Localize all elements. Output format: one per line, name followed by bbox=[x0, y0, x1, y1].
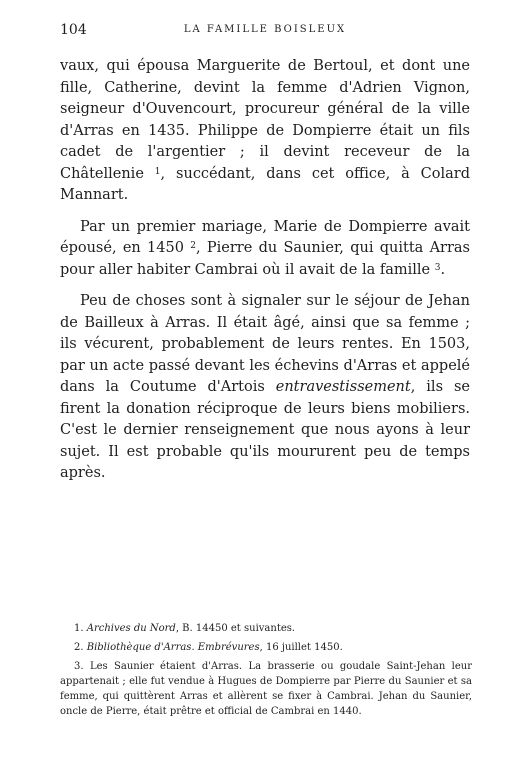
footnotes bbox=[60, 621, 472, 723]
paragraph-1 bbox=[60, 56, 470, 207]
footnote-1-rest: , B. 14450 et suivantes. bbox=[175, 623, 296, 634]
paragraph-1-text-a: vaux, qui épousa Marguerite de Bertoul, et dont une fille, Catherine, devint la femme d'Adrien Vignon, seigneur d'Ouvencourt, procureur général de la ville d'Arras en 1435. Philippe de Dompierre était un fils cadet de l'argentier ; il devint receveur de la Châtellenie bbox=[60, 58, 470, 182]
footnote-1-number: 1. bbox=[74, 623, 84, 634]
footnote-ref-2: 2 bbox=[190, 241, 196, 251]
footnote-3-number: 3. bbox=[74, 661, 84, 672]
footnote-2-number: 2. bbox=[74, 642, 84, 653]
paragraph-3-emphasis: entravestissement bbox=[275, 379, 411, 395]
paragraph-3 bbox=[60, 291, 470, 485]
paragraph-2 bbox=[60, 217, 470, 282]
footnote-1 bbox=[60, 621, 472, 636]
footnote-ref-3: 3 bbox=[434, 262, 441, 273]
footnote-1-title: Archives du Nord bbox=[86, 623, 176, 634]
paragraph-3-text-b: , ils se firent la donation réciproque de leurs biens mobiliers. C'est le dernier renseignement que nous ayons à leur sujet. Il est probable qu'ils moururent peu de temps après. bbox=[60, 379, 470, 481]
paragraph-3-text-a: Peu de choses sont à signaler sur le séjour de Jehan de Bailleux à Arras. Il était âgé, ainsi que sa femme ; ils vécurent, probablement de leurs rentes. En 1503, par un acte passé devant les échevins d'Arras et appelé dans la Coutume d'Artois bbox=[60, 293, 470, 395]
paragraph-2-text-c: . bbox=[440, 261, 446, 278]
footnote-2 bbox=[60, 640, 472, 655]
footnote-ref-1: 1 bbox=[154, 166, 161, 177]
footnote-3 bbox=[60, 659, 472, 719]
running-head bbox=[60, 20, 470, 44]
body-text bbox=[60, 56, 470, 485]
footnote-2-rest: , 16 juillet 1450. bbox=[259, 642, 343, 653]
paragraph-2-text-b: , Pierre du Saunier, qui quitta Arras pour aller habiter Cambrai où il avait de la famille bbox=[60, 240, 470, 278]
footnote-2-title: Bibliothèque d'Arras. Embrévures bbox=[86, 642, 260, 653]
page-number: 104 bbox=[60, 22, 87, 38]
page bbox=[60, 20, 470, 495]
running-title: LA FAMILLE BOISLEUX bbox=[183, 24, 347, 35]
footnote-3-text: Les Saunier étaient d'Arras. La brasserie ou goudale Saint-Jehan leur appartenait ; elle fut vendue à Hugues de Dompierre par Pierre du Saunier et sa femme, qui quittèrent Arras et allèrent se fixer à Cambrai. Jehan du Saunier, oncle de Pierre, était prêtre et official de Cambrai en 1440. bbox=[60, 661, 472, 717]
paragraph-1-text-b: , succédant, dans cet office, à Colard Mannart. bbox=[60, 165, 470, 203]
paragraph-2-text-a: Par un premier mariage, Marie de Dompierre avait épousé, en 1450 bbox=[60, 218, 470, 256]
